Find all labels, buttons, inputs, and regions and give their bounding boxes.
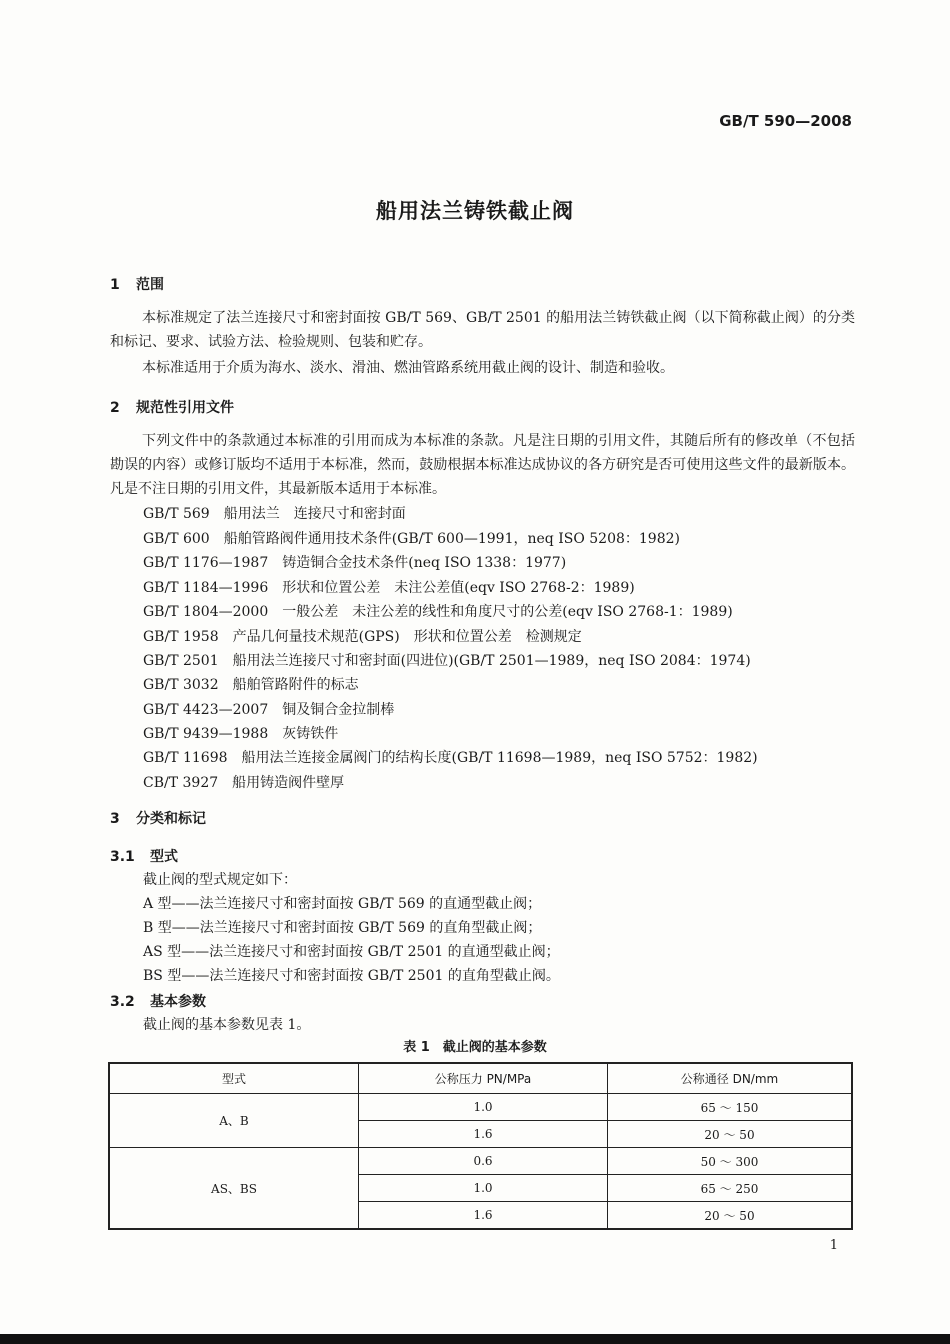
diameter-cell: 50 ～ 300 [608, 1148, 853, 1175]
reference-code: GB/T 4423—2007 [143, 702, 269, 718]
table-caption: 表 1 截止阀的基本参数 [403, 1040, 547, 1055]
reference-code: GB/T 1958 [143, 629, 219, 645]
reference-item [143, 674, 359, 694]
reference-item [143, 528, 680, 548]
reference-item [143, 601, 733, 621]
section-1-paragraph-1: 本标准规定了法兰连接尺寸和密封面按 GB/T 569、GB/T 2501 的船用法兰铸铁截止阀（以下简称截止阀）的分类和标记、要求、试验方法、检验规则、包装和贮存。 [110, 310, 855, 350]
reference-code: GB/T 11698 [143, 750, 228, 766]
diameter-cell: 65 ～ 150 [608, 1094, 853, 1121]
reference-code: GB/T 1804—2000 [143, 604, 269, 620]
pressure-cell: 1.0 [359, 1175, 608, 1202]
column-header-type: 型式 [109, 1063, 359, 1094]
section-title: 分类和标记 [136, 811, 206, 827]
reference-title: 灰铸铁件 [282, 726, 339, 742]
type-cell: AS、BS [109, 1148, 359, 1230]
pressure-cell: 1.6 [359, 1202, 608, 1230]
table-row [109, 1148, 852, 1175]
section-title: 范围 [136, 277, 164, 293]
section-1-paragraph-2: 本标准适用于介质为海水、淡水、滑油、燃油管路系统用截止阀的设计、制造和验收。 [142, 360, 674, 376]
section-number: 3.2 [110, 994, 135, 1010]
page-number: 1 [829, 1238, 838, 1253]
reference-item [143, 699, 394, 719]
reference-title: 铸造铜合金技术条件(neq ISO 1338：1977) [282, 555, 567, 571]
column-header-diameter: 公称通径 DN/mm [608, 1063, 853, 1094]
type-item: A 型——法兰连接尺寸和密封面按 GB/T 569 的直通型截止阀； [143, 896, 542, 912]
reference-code: GB/T 2501 [143, 653, 219, 669]
section-3-1-heading [110, 846, 178, 866]
section-1-heading [110, 274, 164, 294]
reference-title: 形状和位置公差 未注公差值(eqv ISO 2768-2：1989) [282, 580, 635, 596]
section-3-heading [110, 808, 206, 828]
reference-title: 船舶管路阀件通用技术条件(GB/T 600—1991，neq ISO 5208：1982) [223, 531, 680, 547]
reference-code: GB/T 1176—1987 [143, 555, 269, 571]
document-title: 船用法兰铸铁截止阀 [376, 199, 574, 223]
reference-title: 一般公差 未注公差的线性和角度尺寸的公差(eqv ISO 2768-1：1989) [282, 604, 733, 620]
type-item: AS 型——法兰连接尺寸和密封面按 GB/T 2501 的直通型截止阀； [143, 944, 560, 960]
reference-item [143, 650, 751, 670]
pressure-cell: 1.0 [359, 1094, 608, 1121]
section-number: 1 [110, 277, 120, 293]
type-cell: A、B [109, 1094, 359, 1148]
reference-title: 船用法兰 连接尺寸和密封面 [223, 506, 406, 522]
section-3-2-heading [110, 991, 206, 1011]
reference-code: GB/T 1184—1996 [143, 580, 269, 596]
reference-item [143, 723, 338, 743]
section-2-intro: 下列文件中的条款通过本标准的引用而成为本标准的条款。凡是注日期的引用文件，其随后所有的修改单（不包括勘误的内容）或修订版均不适用于本标准，然而，鼓励根据本标准达成协议的各方研究是否可使用这些文件的最新版本。凡是不注日期的引用文件，其最新版本适用于本标准。 [110, 433, 855, 497]
table-header-row [109, 1063, 852, 1094]
pressure-cell: 0.6 [359, 1148, 608, 1175]
reference-code: GB/T 3032 [143, 677, 219, 693]
reference-item [143, 503, 406, 523]
column-header-pressure: 公称压力 PN/MPa [359, 1063, 608, 1094]
section-title: 型式 [150, 849, 178, 865]
reference-item [143, 577, 635, 597]
section-title: 基本参数 [150, 994, 206, 1010]
section-number: 3 [110, 811, 120, 827]
type-item: B 型——法兰连接尺寸和密封面按 GB/T 569 的直角型截止阀； [143, 920, 542, 936]
diameter-cell: 65 ～ 250 [608, 1175, 853, 1202]
diameter-cell: 20 ～ 50 [608, 1121, 853, 1148]
section-number: 3.1 [110, 849, 135, 865]
type-item: BS 型——法兰连接尺寸和密封面按 GB/T 2501 的直角型截止阀。 [143, 968, 560, 984]
reference-code: GB/T 9439—1988 [143, 726, 269, 742]
reference-item [143, 747, 758, 767]
reference-title: 船用铸造阀件壁厚 [232, 775, 345, 791]
section-number: 2 [110, 400, 120, 416]
table-row [109, 1094, 852, 1121]
reference-title: 铜及铜合金拉制棒 [282, 702, 395, 718]
reference-item [143, 772, 344, 792]
reference-title: 产品几何量技术规范(GPS) 形状和位置公差 检测规定 [232, 629, 582, 645]
reference-item [143, 552, 566, 572]
reference-title: 船舶管路附件的标志 [232, 677, 359, 693]
reference-title: 船用法兰连接金属阀门的结构长度(GB/T 11698—1989，neq ISO 5752：1982) [241, 750, 758, 766]
reference-code: CB/T 3927 [143, 775, 219, 791]
scan-border [0, 1334, 950, 1344]
section-2-heading [110, 397, 234, 417]
reference-code: GB/T 600 [143, 531, 210, 547]
diameter-cell: 20 ～ 50 [608, 1202, 853, 1230]
basic-parameters-table [108, 1062, 853, 1230]
section-title: 规范性引用文件 [136, 400, 234, 416]
type-intro: 截止阀的型式规定如下： [143, 872, 297, 888]
params-intro: 截止阀的基本参数见表 1。 [143, 1017, 311, 1033]
reference-item [143, 626, 582, 646]
pressure-cell: 1.6 [359, 1121, 608, 1148]
reference-title: 船用法兰连接尺寸和密封面(四进位)(GB/T 2501—1989，neq ISO 2084：1974) [232, 653, 751, 669]
standard-number: GB/T 590—2008 [719, 112, 852, 130]
reference-code: GB/T 569 [143, 506, 210, 522]
